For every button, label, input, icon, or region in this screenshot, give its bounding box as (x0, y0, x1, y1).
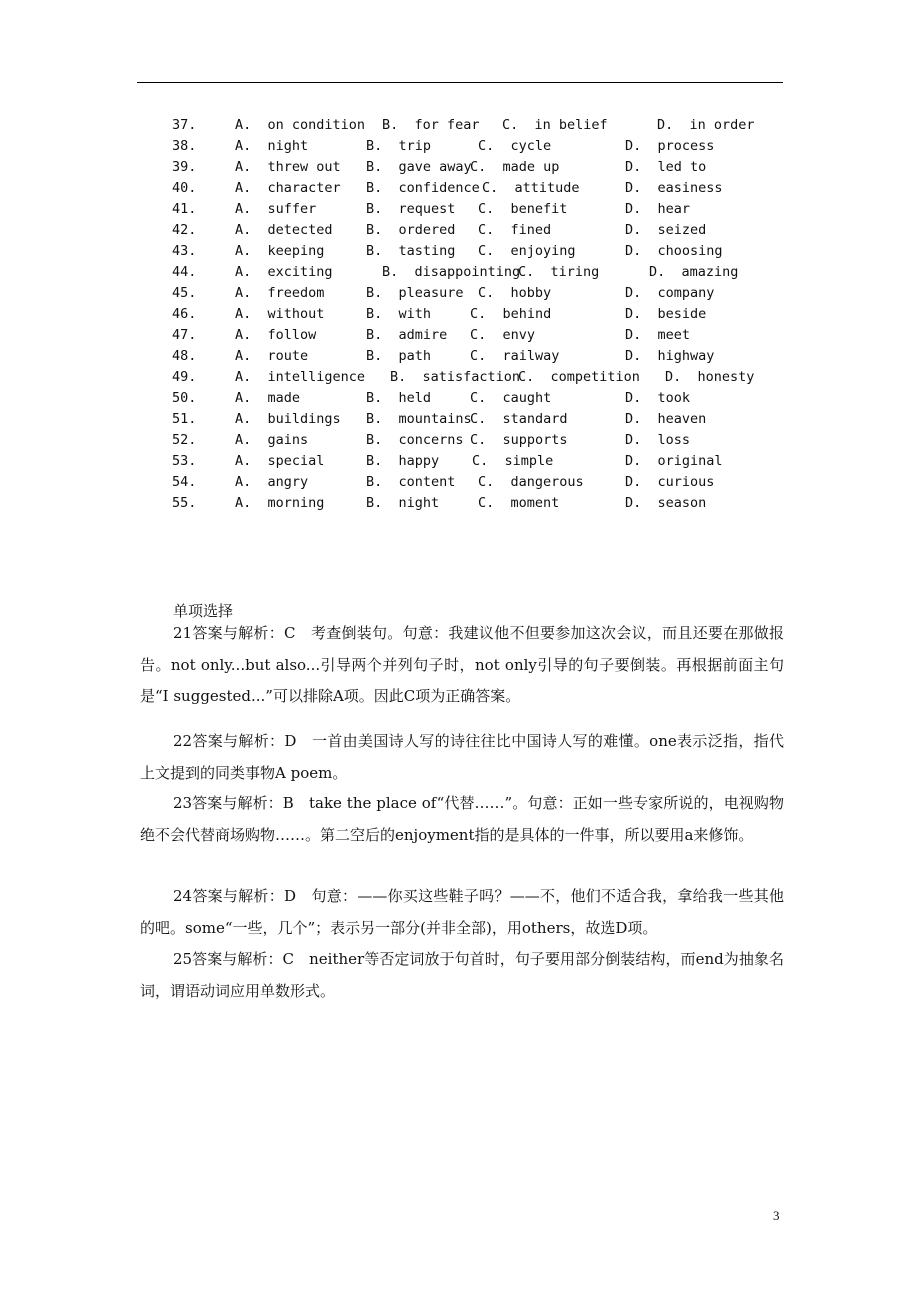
option-c: C. caught (470, 390, 552, 406)
option-b: B. satisfaction (390, 369, 521, 385)
option-b: B. night (366, 495, 440, 511)
answer-paragraph: 24答案与解析：D 句意：——你买这些鞋子吗？——不，他们不适合我，拿给我一些其他的吧。some“一些，几个”；表示另一部分(并非全部)，用others，故选D项。 (140, 887, 784, 937)
option-d: D. led to (625, 159, 707, 175)
option-c: C. made up (470, 159, 560, 175)
option-row (0, 367, 920, 388)
option-a: A. angry (235, 474, 309, 490)
option-c: C. simple (472, 453, 554, 469)
option-d: D. season (625, 495, 707, 511)
option-b: B. content (366, 474, 456, 490)
header-rule (137, 82, 783, 83)
option-b: B. happy (366, 453, 440, 469)
option-a: A. buildings (235, 411, 341, 427)
option-a: A. threw out (235, 159, 341, 175)
option-d: D. heaven (625, 411, 707, 427)
question-number: 50. (172, 390, 197, 406)
option-d: D. meet (625, 327, 691, 343)
option-row (0, 472, 920, 493)
answer-paragraph: 25答案与解析：C neither等否定词放于句首时，句子要用部分倒装结构，而end为抽象名词，谓语动词应用单数形式。 (140, 950, 784, 1000)
option-a: A. follow (235, 327, 317, 343)
option-row (0, 136, 920, 157)
question-number: 43. (172, 243, 197, 259)
option-d: D. process (625, 138, 715, 154)
option-b: B. request (366, 201, 456, 217)
option-row (0, 178, 920, 199)
option-b: B. pleasure (366, 285, 464, 301)
option-b: B. with (366, 306, 432, 322)
option-b: B. ordered (366, 222, 456, 238)
question-number: 47. (172, 327, 197, 343)
option-b: B. confidence (366, 180, 480, 196)
option-d: D. amazing (649, 264, 739, 280)
option-a: A. freedom (235, 285, 325, 301)
option-b: B. held (366, 390, 432, 406)
option-a: A. morning (235, 495, 325, 511)
answer-paragraph: 21答案与解析：C 考查倒装句。句意：我建议他不但要参加这次会议，而且还要在那做报告。not only...but also...引导两个并列句子时，not only引导的句子要倒装。再根据前面主句是“I suggested...”可以排除A项。因此C项为正确答案。 (140, 624, 784, 705)
option-c: C. envy (470, 327, 536, 343)
option-row (0, 409, 920, 430)
question-number: 54. (172, 474, 197, 490)
option-c: C. fined (478, 222, 552, 238)
option-c: C. competition (518, 369, 640, 385)
option-row (0, 430, 920, 451)
option-c: C. dangerous (478, 474, 584, 490)
option-row (0, 325, 920, 346)
option-b: B. disappointing (382, 264, 521, 280)
option-a: A. exciting (235, 264, 333, 280)
question-number: 51. (172, 411, 197, 427)
answer-paragraph: 23答案与解析：B take the place of“代替……”。句意：正如一些专家所说的，电视购物绝不会代替商场购物……。第二空后的enjoyment指的是具体的一件事，所以要用a来修饰。 (140, 794, 784, 844)
question-number: 38. (172, 138, 197, 154)
question-number: 40. (172, 180, 197, 196)
option-c: C. railway (470, 348, 560, 364)
section-title: 单项选择 (173, 602, 234, 620)
question-number: 52. (172, 432, 197, 448)
option-a: A. on condition (235, 117, 366, 133)
option-b: B. for fear (382, 117, 480, 133)
option-b: B. admire (366, 327, 448, 343)
option-a: A. made (235, 390, 301, 406)
option-d: D. original (625, 453, 723, 469)
option-d: D. took (625, 390, 691, 406)
option-row (0, 199, 920, 220)
option-d: D. highway (625, 348, 715, 364)
option-b: B. trip (366, 138, 432, 154)
option-c: C. tiring (518, 264, 600, 280)
question-number: 55. (172, 495, 197, 511)
question-number: 53. (172, 453, 197, 469)
option-row (0, 304, 920, 325)
question-number: 37. (172, 117, 197, 133)
option-d: D. seized (625, 222, 707, 238)
option-row (0, 262, 920, 283)
page-number: 3 (773, 1208, 780, 1223)
option-a: A. intelligence (235, 369, 366, 385)
option-row (0, 451, 920, 472)
option-row (0, 493, 920, 514)
option-c: C. moment (478, 495, 560, 511)
option-d: D. hear (625, 201, 691, 217)
question-number: 42. (172, 222, 197, 238)
option-a: A. without (235, 306, 325, 322)
option-d: D. company (625, 285, 715, 301)
option-b: B. concerns (366, 432, 464, 448)
option-b: B. path (366, 348, 432, 364)
question-number: 39. (172, 159, 197, 175)
option-d: D. beside (625, 306, 707, 322)
option-c: C. supports (470, 432, 568, 448)
option-a: A. special (235, 453, 325, 469)
option-b: B. tasting (366, 243, 456, 259)
option-row (0, 115, 920, 136)
option-c: C. standard (470, 411, 568, 427)
option-d: D. curious (625, 474, 715, 490)
option-row (0, 283, 920, 304)
option-a: A. gains (235, 432, 309, 448)
option-b: B. gave away (366, 159, 472, 175)
option-c: C. enjoying (478, 243, 576, 259)
question-number: 44. (172, 264, 197, 280)
option-row (0, 220, 920, 241)
option-d: D. honesty (665, 369, 755, 385)
option-d: D. easiness (625, 180, 723, 196)
option-a: A. route (235, 348, 309, 364)
option-a: A. suffer (235, 201, 317, 217)
question-number: 46. (172, 306, 197, 322)
option-c: C. in belief (502, 117, 608, 133)
option-d: D. in order (657, 117, 755, 133)
option-row (0, 157, 920, 178)
option-c: C. benefit (478, 201, 568, 217)
option-c: C. cycle (478, 138, 552, 154)
option-c: C. hobby (478, 285, 552, 301)
option-d: D. loss (625, 432, 691, 448)
option-a: A. detected (235, 222, 333, 238)
option-c: C. attitude (482, 180, 580, 196)
question-number: 41. (172, 201, 197, 217)
question-number: 45. (172, 285, 197, 301)
option-row (0, 346, 920, 367)
option-row (0, 388, 920, 409)
question-number: 48. (172, 348, 197, 364)
option-a: A. character (235, 180, 341, 196)
option-row (0, 241, 920, 262)
option-a: A. night (235, 138, 309, 154)
question-number: 49. (172, 369, 197, 385)
option-d: D. choosing (625, 243, 723, 259)
option-c: C. behind (470, 306, 552, 322)
option-b: B. mountains (366, 411, 472, 427)
option-a: A. keeping (235, 243, 325, 259)
answer-paragraph: 22答案与解析：D 一首由美国诗人写的诗往往比中国诗人写的难懂。one表示泛指，指代上文提到的同类事物A poem。 (140, 732, 784, 782)
